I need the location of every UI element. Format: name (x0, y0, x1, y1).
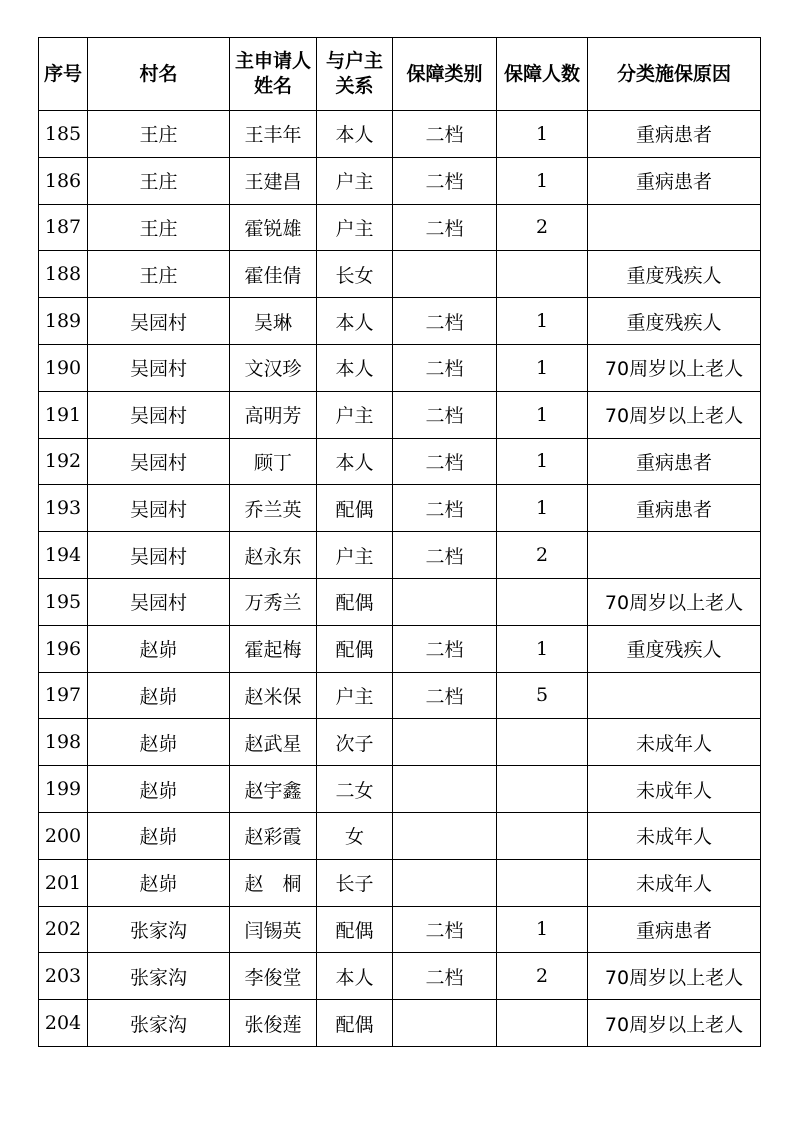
cell-reason: 重病患者 (588, 438, 761, 485)
cell-category: 二档 (393, 485, 497, 532)
cell-relation: 本人 (317, 344, 393, 391)
cell-name: 李俊堂 (230, 953, 317, 1000)
cell-count (497, 251, 588, 298)
cell-name: 赵彩霞 (230, 812, 317, 859)
cell-count: 1 (497, 438, 588, 485)
cell-village: 吴园村 (88, 578, 230, 625)
cell-village: 吴园村 (88, 532, 230, 579)
cell-relation: 户主 (317, 532, 393, 579)
cell-village: 吴园村 (88, 485, 230, 532)
cell-reason: 未成年人 (588, 859, 761, 906)
cell-category: 二档 (393, 344, 497, 391)
cell-category (393, 1000, 497, 1047)
cell-seq: 201 (39, 859, 88, 906)
cell-category: 二档 (393, 953, 497, 1000)
cell-reason: 70周岁以上老人 (588, 344, 761, 391)
cell-seq: 202 (39, 906, 88, 953)
cell-relation: 配偶 (317, 578, 393, 625)
cell-relation: 本人 (317, 953, 393, 1000)
cell-seq: 188 (39, 251, 88, 298)
table-row (39, 625, 761, 672)
cell-seq: 189 (39, 298, 88, 345)
cell-village: 王庄 (88, 251, 230, 298)
cell-relation: 本人 (317, 438, 393, 485)
cell-reason: 重病患者 (588, 157, 761, 204)
header-category: 保障类别 (393, 38, 497, 111)
cell-seq: 197 (39, 672, 88, 719)
cell-count (497, 812, 588, 859)
cell-category (393, 812, 497, 859)
cell-name: 顾丁 (230, 438, 317, 485)
table-row (39, 1000, 761, 1047)
table-row (39, 204, 761, 251)
cell-reason (588, 672, 761, 719)
table-row (39, 859, 761, 906)
cell-name: 王建昌 (230, 157, 317, 204)
cell-relation: 二女 (317, 766, 393, 813)
cell-count (497, 766, 588, 813)
cell-relation: 本人 (317, 111, 393, 158)
cell-village: 吴园村 (88, 344, 230, 391)
cell-village: 赵峁 (88, 812, 230, 859)
cell-village: 吴园村 (88, 391, 230, 438)
cell-village: 张家沟 (88, 1000, 230, 1047)
cell-relation: 配偶 (317, 625, 393, 672)
table-row (39, 344, 761, 391)
cell-seq: 192 (39, 438, 88, 485)
table-row (39, 766, 761, 813)
header-reason: 分类施保原因 (588, 38, 761, 111)
header-count: 保障人数 (497, 38, 588, 111)
cell-category (393, 719, 497, 766)
cell-reason: 重病患者 (588, 485, 761, 532)
cell-seq: 193 (39, 485, 88, 532)
cell-name: 文汉珍 (230, 344, 317, 391)
cell-count: 1 (497, 625, 588, 672)
cell-village: 吴园村 (88, 298, 230, 345)
cell-reason: 重度残疾人 (588, 625, 761, 672)
header-row (39, 38, 761, 111)
cell-category (393, 859, 497, 906)
cell-relation: 户主 (317, 672, 393, 719)
cell-category: 二档 (393, 625, 497, 672)
cell-category (393, 251, 497, 298)
cell-village: 王庄 (88, 157, 230, 204)
cell-reason: 重度残疾人 (588, 251, 761, 298)
cell-seq: 185 (39, 111, 88, 158)
table-row (39, 157, 761, 204)
cell-count: 1 (497, 391, 588, 438)
cell-seq: 203 (39, 953, 88, 1000)
table-row (39, 672, 761, 719)
cell-name: 霍起梅 (230, 625, 317, 672)
table-row (39, 298, 761, 345)
cell-seq: 194 (39, 532, 88, 579)
cell-seq: 204 (39, 1000, 88, 1047)
cell-reason: 70周岁以上老人 (588, 1000, 761, 1047)
cell-village: 王庄 (88, 111, 230, 158)
cell-relation: 户主 (317, 204, 393, 251)
cell-category: 二档 (393, 157, 497, 204)
cell-reason: 重病患者 (588, 906, 761, 953)
cell-reason: 重度残疾人 (588, 298, 761, 345)
table-row (39, 578, 761, 625)
cell-seq: 199 (39, 766, 88, 813)
cell-category: 二档 (393, 391, 497, 438)
header-applicant: 主申请人姓名 (230, 38, 317, 111)
cell-relation: 长子 (317, 859, 393, 906)
table-row (39, 812, 761, 859)
cell-village: 赵峁 (88, 672, 230, 719)
cell-name: 霍锐雄 (230, 204, 317, 251)
cell-relation: 本人 (317, 298, 393, 345)
cell-name: 闫锡英 (230, 906, 317, 953)
cell-name: 吴琳 (230, 298, 317, 345)
cell-category: 二档 (393, 906, 497, 953)
cell-village: 张家沟 (88, 906, 230, 953)
cell-count: 1 (497, 298, 588, 345)
cell-relation: 配偶 (317, 906, 393, 953)
cell-relation: 配偶 (317, 1000, 393, 1047)
cell-relation: 户主 (317, 391, 393, 438)
cell-name: 张俊莲 (230, 1000, 317, 1047)
table-row (39, 485, 761, 532)
cell-count: 1 (497, 111, 588, 158)
cell-count (497, 859, 588, 906)
cell-reason (588, 532, 761, 579)
cell-count (497, 578, 588, 625)
cell-relation: 长女 (317, 251, 393, 298)
cell-count: 1 (497, 906, 588, 953)
table-row (39, 391, 761, 438)
cell-category: 二档 (393, 672, 497, 719)
cell-name: 赵宇鑫 (230, 766, 317, 813)
cell-seq: 191 (39, 391, 88, 438)
cell-count: 2 (497, 532, 588, 579)
assistance-table (38, 37, 761, 1047)
cell-name: 赵永东 (230, 532, 317, 579)
cell-seq: 200 (39, 812, 88, 859)
cell-reason: 70周岁以上老人 (588, 391, 761, 438)
cell-count: 5 (497, 672, 588, 719)
cell-name: 万秀兰 (230, 578, 317, 625)
header-relation: 与户主关系 (317, 38, 393, 111)
cell-category (393, 766, 497, 813)
cell-seq: 186 (39, 157, 88, 204)
cell-reason: 未成年人 (588, 812, 761, 859)
cell-name: 赵 桐 (230, 859, 317, 906)
cell-seq: 196 (39, 625, 88, 672)
table-row (39, 906, 761, 953)
cell-village: 吴园村 (88, 438, 230, 485)
cell-name: 高明芳 (230, 391, 317, 438)
cell-seq: 190 (39, 344, 88, 391)
cell-count: 2 (497, 953, 588, 1000)
cell-reason: 重病患者 (588, 111, 761, 158)
cell-reason: 70周岁以上老人 (588, 578, 761, 625)
table-row (39, 719, 761, 766)
cell-count: 1 (497, 344, 588, 391)
cell-category: 二档 (393, 111, 497, 158)
cell-category: 二档 (393, 438, 497, 485)
cell-reason (588, 204, 761, 251)
cell-name: 赵米保 (230, 672, 317, 719)
header-seq: 序号 (39, 38, 88, 111)
cell-category (393, 578, 497, 625)
cell-seq: 195 (39, 578, 88, 625)
cell-village: 赵峁 (88, 859, 230, 906)
table-row (39, 438, 761, 485)
cell-relation: 次子 (317, 719, 393, 766)
cell-village: 赵峁 (88, 719, 230, 766)
cell-village: 赵峁 (88, 625, 230, 672)
cell-relation: 女 (317, 812, 393, 859)
cell-relation: 户主 (317, 157, 393, 204)
cell-relation: 配偶 (317, 485, 393, 532)
cell-name: 王丰年 (230, 111, 317, 158)
cell-reason: 未成年人 (588, 766, 761, 813)
table-header (39, 38, 761, 111)
cell-reason: 未成年人 (588, 719, 761, 766)
table-body (39, 111, 761, 1047)
cell-count: 1 (497, 485, 588, 532)
header-village: 村名 (88, 38, 230, 111)
table-row (39, 251, 761, 298)
cell-village: 赵峁 (88, 766, 230, 813)
cell-name: 赵武星 (230, 719, 317, 766)
table-row (39, 111, 761, 158)
cell-count (497, 1000, 588, 1047)
cell-village: 王庄 (88, 204, 230, 251)
cell-reason: 70周岁以上老人 (588, 953, 761, 1000)
cell-category: 二档 (393, 532, 497, 579)
cell-count: 2 (497, 204, 588, 251)
cell-category: 二档 (393, 204, 497, 251)
cell-village: 张家沟 (88, 953, 230, 1000)
cell-name: 乔兰英 (230, 485, 317, 532)
cell-count: 1 (497, 157, 588, 204)
table-row (39, 953, 761, 1000)
table-row (39, 532, 761, 579)
cell-category: 二档 (393, 298, 497, 345)
cell-name: 霍佳倩 (230, 251, 317, 298)
cell-count (497, 719, 588, 766)
cell-seq: 198 (39, 719, 88, 766)
cell-seq: 187 (39, 204, 88, 251)
